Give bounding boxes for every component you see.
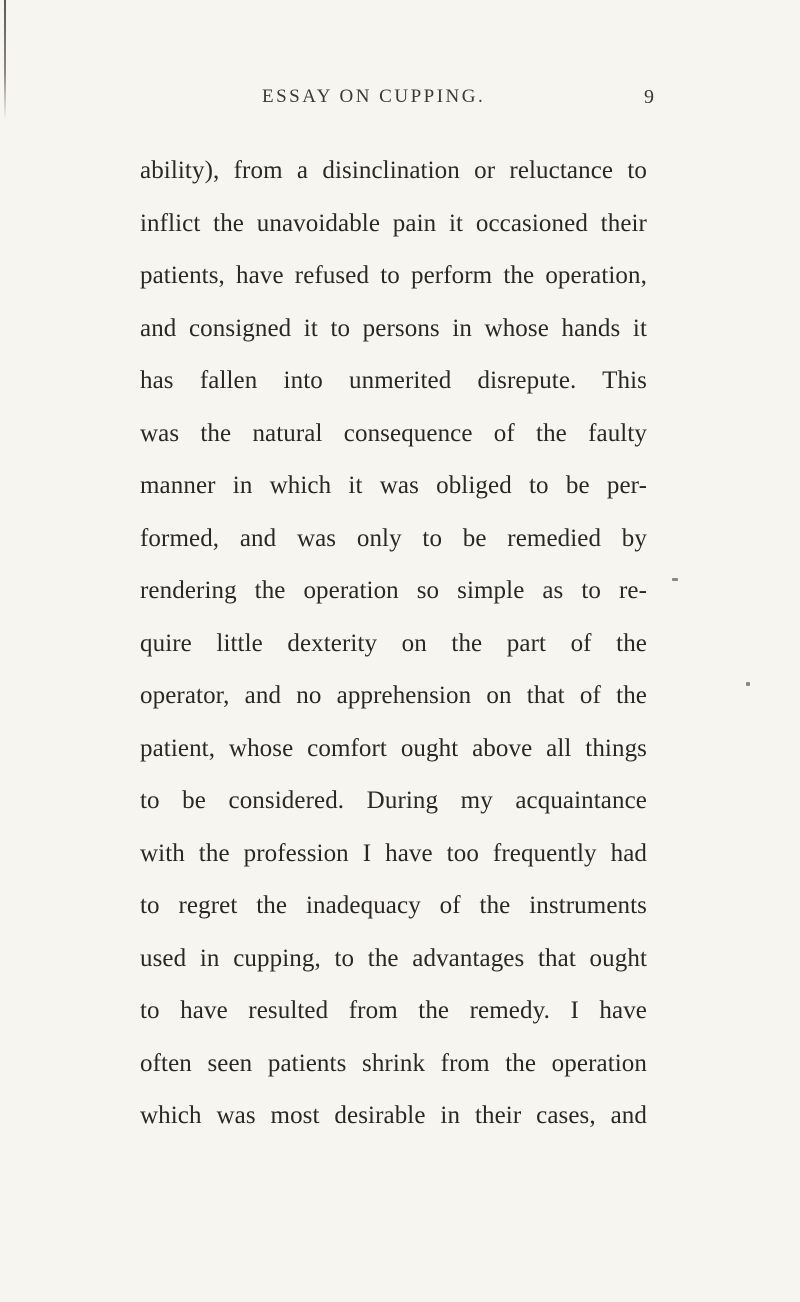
text-line: rendering the operation so simple as to re-: [140, 577, 647, 604]
paper-speck: [746, 682, 750, 686]
text-line: often seen patients shrink from the operation: [140, 1049, 647, 1077]
body-text: [140, 145, 647, 1143]
paper-speck: [672, 578, 678, 581]
text-line: patients, have refused to perform the operation,: [140, 262, 647, 289]
text-line: ability), from a disinclination or reluctance to: [140, 157, 647, 184]
text-line: used in cupping, to the advantages that ought: [140, 944, 647, 972]
text-line: and consigned it to persons in whose hands it: [140, 314, 647, 342]
text-line: quire little dexterity on the part of the: [140, 629, 647, 657]
text-line: manner in which it was obliged to be per-: [140, 472, 647, 499]
text-line: has fallen into unmerited disrepute. This: [140, 367, 647, 394]
text-line: inflict the unavoidable pain it occasioned their: [140, 209, 647, 237]
text-line: patient, whose comfort ought above all things: [140, 734, 647, 762]
text-line: was the natural consequence of the faulty: [140, 419, 647, 447]
running-head: [0, 86, 800, 116]
text-line: to be considered. During my acquaintance: [140, 787, 647, 814]
text-line: formed, and was only to be remedied by: [140, 524, 647, 552]
text-line: operator, and no apprehension on that of the: [140, 682, 647, 709]
text-line: which was most desirable in their cases, and: [140, 1102, 647, 1129]
text-line: to regret the inadequacy of the instruments: [140, 892, 647, 919]
page-number: 9: [644, 86, 654, 108]
running-title: ESSAY ON CUPPING.: [262, 86, 486, 107]
text-line: to have resulted from the remedy. I have: [140, 997, 647, 1024]
text-line: with the profession I have too frequently had: [140, 839, 647, 867]
